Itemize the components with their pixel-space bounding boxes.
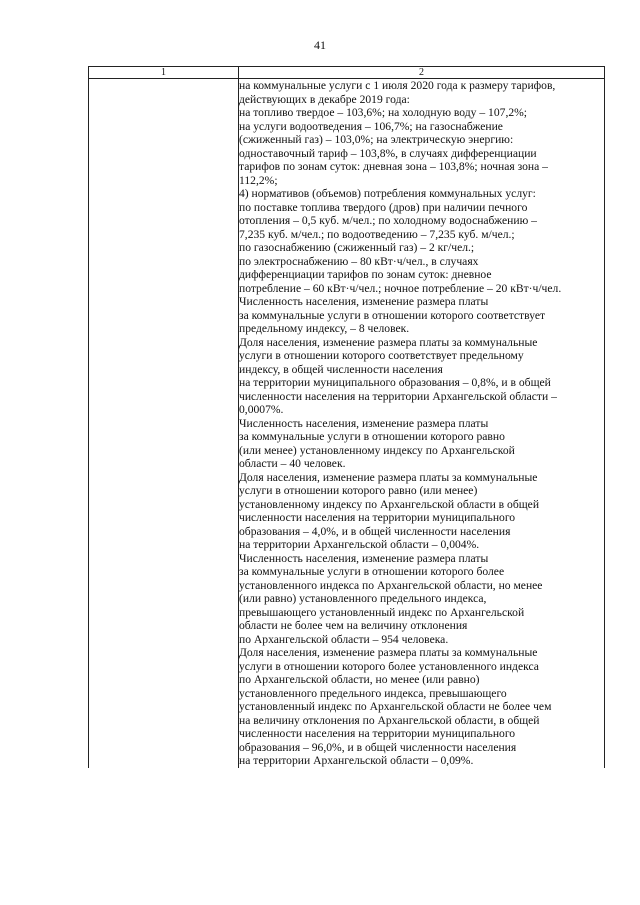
document-table (88, 66, 605, 768)
text-line: превышающего установленный индекс по Архангельской (239, 605, 525, 619)
text-line: установленного предельного индекса, превышающего (239, 686, 507, 700)
table-header-row (89, 67, 605, 79)
text-line: за коммунальные услуги в отношении которого равно (239, 430, 505, 443)
text-line: по газоснабжению (сжиженный газ) – 2 кг/чел.; (239, 241, 475, 254)
empty-cell-column-1 (89, 79, 239, 768)
text-line: на топливо твердое – 103,6%; на холодную воду – 107,2%; (239, 106, 528, 119)
text-line: Численность населения, изменение размера платы (239, 551, 489, 565)
text-line: образования – 96,0%, и в общей численности населения (239, 740, 517, 754)
text-line: 7,235 куб. м/чел.; по водоотведению – 7,235 куб. м/чел.; (239, 227, 515, 241)
text-line: на территории муниципального образования – 0,8%, и в общей (239, 376, 551, 389)
text-line: услуги в отношении которого равно (или менее) (239, 484, 478, 497)
text-line: установленного индекса по Архангельской области, но менее (239, 578, 543, 592)
text-line: численности населения на территории муниципального (239, 511, 516, 524)
text-line: (сжиженный газ) – 103,0%; на электрическую энергию: (239, 133, 514, 146)
text-line: действующих в декабре 2019 года: (239, 92, 410, 106)
text-line: области не более чем на величину отклонения (239, 619, 468, 632)
table-row (89, 79, 605, 768)
text-line: 112,2%; (239, 173, 278, 187)
text-line: установленный индекс по Архангельской области не более чем (239, 700, 552, 713)
text-line: по электроснабжению – 80 кВт·ч/чел., в случаях (239, 254, 479, 268)
text-line: 0,0007%. (239, 403, 284, 416)
text-line: (или менее) установленному индексу по Архангельской (239, 443, 515, 457)
text-line: на территории Архангельской области – 0,09%. (239, 754, 474, 767)
text-line: за коммунальные услуги в отношении которого более (239, 565, 505, 578)
text-line: дифференциации тарифов по зонам суток: дневное (239, 268, 492, 281)
text-line: тарифов по зонам суток: дневная зона – 103,8%; ночная зона – (239, 160, 548, 173)
text-line: (или равно) установленного предельного индекса, (239, 592, 487, 605)
text-line: на услуги водоотведения – 106,7%; на газоснабжение (239, 119, 503, 133)
column-header-2: 2 (239, 67, 605, 79)
text-line: на коммунальные услуги с 1 июля 2020 года к размеру тарифов, (239, 79, 556, 92)
text-line: индексу, в общей численности населения (239, 362, 443, 376)
text-line: по поставке топлива твердого (дров) при наличии печного (239, 200, 528, 214)
text-line: отопления – 0,5 куб. м/чел.; по холодному водоснабжению – (239, 214, 537, 227)
text-line: Доля населения, изменение размера платы за коммунальные (239, 646, 538, 659)
text-line: по Архангельской области, но менее (или равно) (239, 673, 480, 686)
text-line: на территории Архангельской области – 0,004%. (239, 538, 480, 551)
text-line: Численность населения, изменение размера платы (239, 295, 489, 308)
text-line: установленному индексу по Архангельской области в общей (239, 497, 540, 511)
text-line: Доля населения, изменение размера платы за коммунальные (239, 335, 538, 349)
text-line: образования – 4,0%, и в общей численности населения (239, 524, 511, 538)
text-line: численности населения на территории Архангельской области – (239, 389, 557, 403)
text-line: потребление – 60 кВт·ч/чел.; ночное потребление – 20 кВт·ч/чел. (239, 281, 562, 295)
text-cell-column-2 (239, 79, 605, 768)
text-line: за коммунальные услуги в отношении которого соответствует (239, 308, 546, 322)
page-number: 41 (314, 38, 326, 52)
text-line: численности населения на территории муниципального (239, 727, 516, 740)
text-line: на величину отклонения по Архангельской области, в общей (239, 713, 540, 727)
text-line: услуги в отношении которого соответствует предельному (239, 349, 524, 362)
text-line: 4) нормативов (объемов) потребления коммунальных услуг: (239, 187, 536, 200)
text-line: Численность населения, изменение размера платы (239, 416, 489, 430)
text-line: одноставочный тариф – 103,8%, в случаях дифференциации (239, 146, 537, 160)
text-line: услуги в отношении которого более установленного индекса (239, 659, 539, 673)
text-line: области – 40 человек. (239, 457, 346, 470)
column-header-1: 1 (89, 67, 239, 79)
text-line: по Архангельской области – 954 человека. (239, 632, 449, 646)
text-line: предельному индексу, – 8 человек. (239, 322, 410, 335)
text-line: Доля населения, изменение размера платы за коммунальные (239, 470, 538, 484)
